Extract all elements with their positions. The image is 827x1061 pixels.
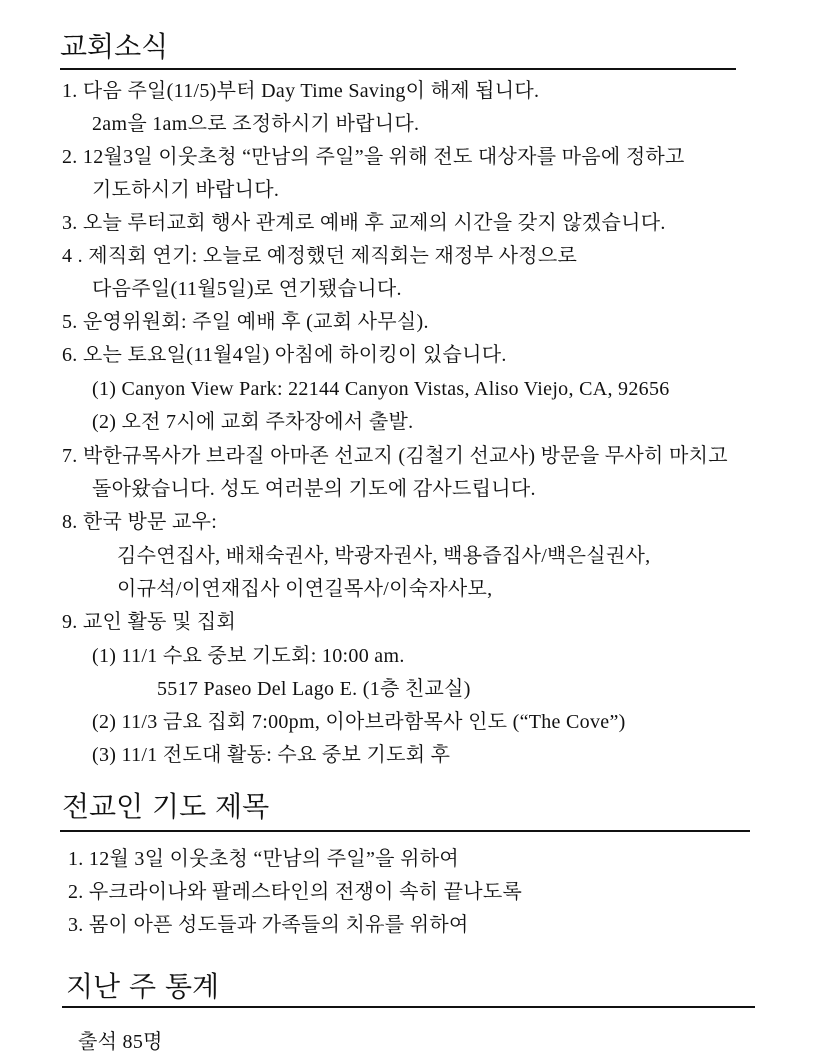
news-item-2: 2. 12월3일 이웃초청 “만남의 주일”을 위해 전도 대상자를 마음에 정하고 <box>62 146 685 168</box>
section-title-prayer-topics: 전교인 기도 제목 <box>62 790 270 823</box>
news-item-6-sub-1: (1) Canyon View Park: 22144 Canyon Vistas, Aliso Viejo, CA, 92656 <box>92 378 670 400</box>
news-item-1: 1. 다음 주일(11/5)부터 Day Time Saving이 해제 됩니다. <box>62 80 540 102</box>
prayer-item-3: 3. 몸이 아픈 성도들과 가족들의 치유를 위하여 <box>68 914 469 936</box>
prayer-item-1: 1. 12월 3일 이웃초청 “만남의 주일”을 위하여 <box>68 848 459 870</box>
news-item-8: 8. 한국 방문 교우: <box>62 511 218 533</box>
news-item-4-cont: 다음주일(11월5일)로 연기됐습니다. <box>92 278 402 300</box>
prayer-item-2: 2. 우크라이나와 팔레스타인의 전쟁이 속히 끝나도록 <box>68 881 523 903</box>
section-divider <box>60 68 736 70</box>
news-item-6: 6. 오는 토요일(11월4일) 아침에 하이킹이 있습니다. <box>62 344 507 366</box>
attendance-count: 출석 85명 <box>78 1031 163 1053</box>
news-item-2-cont: 기도하시기 바랍니다. <box>92 179 280 201</box>
news-item-7: 7. 박한규목사가 브라질 아마존 선교지 (김철기 선교사) 방문을 무사히 마치고 <box>62 445 728 467</box>
news-item-6-sub-2: (2) 오전 7시에 교회 주차장에서 출발. <box>92 411 414 433</box>
news-item-4: 4 . 제직회 연기: 오늘로 예정했던 제직회는 재정부 사정으로 <box>62 245 578 267</box>
news-item-5: 5. 운영위원회: 주일 예배 후 (교회 사무실). <box>62 311 429 333</box>
news-item-9-sub-2: (2) 11/3 금요 집회 7:00pm, 이아브라함목사 인도 (“The Cove”) <box>92 711 626 733</box>
section-title-church-news: 교회소식 <box>60 30 169 63</box>
news-item-1-cont: 2am을 1am으로 조정하시기 바랍니다. <box>92 113 420 135</box>
section-divider <box>60 830 750 832</box>
news-item-9: 9. 교인 활동 및 집회 <box>62 611 237 633</box>
news-item-9-sub-1-address: 5517 Paseo Del Lago E. (1층 친교실) <box>157 678 471 700</box>
news-item-3: 3. 오늘 루터교회 행사 관계로 예배 후 교제의 시간을 갖지 않겠습니다. <box>62 212 666 234</box>
section-title-last-week-stats: 지난 주 통계 <box>66 970 220 1003</box>
news-item-9-sub-1: (1) 11/1 수요 중보 기도회: 10:00 am. <box>92 645 405 667</box>
news-item-7-cont: 돌아왔습니다. 성도 여러분의 기도에 감사드립니다. <box>92 478 536 500</box>
news-item-9-sub-3: (3) 11/1 전도대 활동: 수요 중보 기도회 후 <box>92 744 451 766</box>
news-item-8-names-2: 이규석/이연재집사 이연길목사/이숙자사모, <box>117 578 493 600</box>
section-divider <box>62 1006 755 1008</box>
news-item-8-names-1: 김수연집사, 배채숙권사, 박광자권사, 백용즙집사/백은실권사, <box>117 545 651 567</box>
